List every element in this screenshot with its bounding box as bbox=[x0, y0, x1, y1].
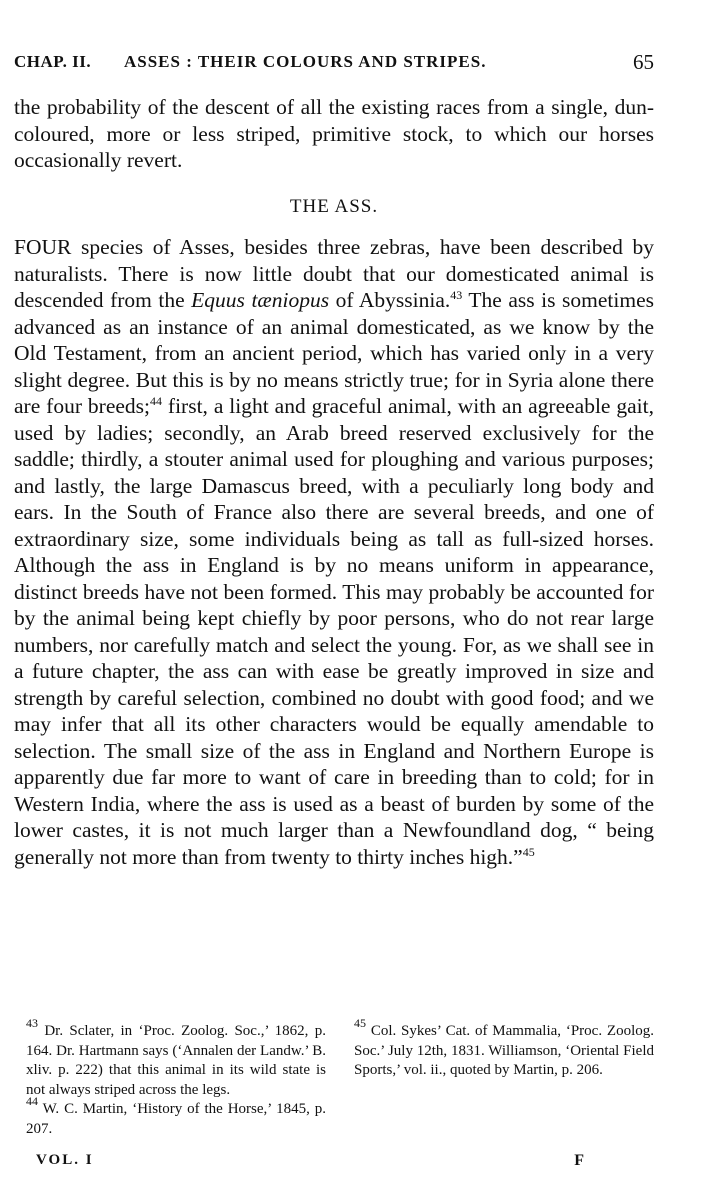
book-page bbox=[14, 44, 654, 1184]
main-text bbox=[14, 94, 654, 870]
footnote-44 bbox=[26, 1094, 326, 1139]
signature-mark: F bbox=[574, 1152, 586, 1169]
footnote-45 bbox=[354, 1016, 654, 1081]
page-number: 65 bbox=[633, 50, 654, 74]
intro-paragraph: the probability of the descent of all the existing races from a single, dun-coloured, more or less striped, primitive stock, to which our horses occasionally revert. bbox=[14, 95, 654, 172]
footnote-45-number: 45 bbox=[354, 1016, 366, 1030]
footnote-ref-45[interactable]: 45 bbox=[522, 844, 535, 859]
footnote-44-number: 44 bbox=[26, 1094, 38, 1108]
asses-paragraph bbox=[14, 234, 654, 870]
paragraph-text-3: The ass is sometimes advanced as an instance of an animal domesticated, as we know by the Old Testament, from an ancient period, which has varied only in a very slight degree. But this is by no means strictly true; for in Syria alone there are four breeds; bbox=[14, 288, 654, 418]
running-title: ASSES : THEIR COLOURS AND STRIPES. bbox=[124, 52, 487, 71]
footnote-ref-44[interactable]: 44 bbox=[150, 394, 162, 408]
paragraph-lead-word: FOUR bbox=[14, 235, 72, 259]
footnote-column-right bbox=[354, 1016, 654, 1139]
paragraph-text-2: of Abyssinia. bbox=[329, 288, 451, 312]
footnote-ref-43[interactable]: 43 bbox=[450, 288, 463, 302]
chapter-label: CHAP. II. bbox=[14, 52, 92, 71]
species-name: Equus tæniopus bbox=[191, 288, 330, 312]
footnote-44-text: W. C. Martin, ‘History of the Horse,’ 1845, p. 207. bbox=[26, 1101, 326, 1137]
paragraph-text-1: species of Asses, besides three zebras, have been described by naturalists. There is now little doubt that our domesticated animal is descended from the bbox=[14, 235, 654, 312]
page-footer bbox=[36, 1152, 654, 1169]
section-title-rest: HE ASS. bbox=[302, 195, 379, 217]
footnote-45-text: Col. Sykes’ Cat. of Mammalia, ‘Proc. Zoolog. Soc.’ July 12th, 1831. Williamson, ‘Oriental Field Sports,’ vol. ii., quoted by Martin, p. 206. bbox=[354, 1023, 654, 1078]
footnote-43 bbox=[26, 1016, 326, 1100]
footnote-43-number: 43 bbox=[26, 1016, 38, 1030]
volume-label: VOL. I bbox=[36, 1152, 94, 1168]
footnotes bbox=[26, 1016, 654, 1139]
footnote-column-left bbox=[26, 1016, 326, 1139]
footnote-43-text: Dr. Sclater, in ‘Proc. Zoolog. Soc.,’ 1862, p. 164. Dr. Hartmann says (‘Annalen der Landw.’ B. xliv. p. 222) that this animal in its wild state is not always striped across the legs. bbox=[26, 1023, 326, 1098]
section-title-initial: T bbox=[289, 195, 303, 217]
running-header bbox=[14, 52, 654, 82]
paragraph-text-4: first, a light and graceful animal, with an agreeable gait, used by ladies; secondly, an Arab breed reserved exclusively for the saddle; thirdly, a stouter animal used for ploughing and various purposes; and lastly, the large Damascus breed, with a peculiarly long body and ears. In the South of France also there are several breeds, and one of extraordinary size, some individuals being as tall as full-sized horses. Although the ass in England is by no means uniform in appearance, distinct breeds have not been formed. This may probably be accounted for by the animal being kept chiefly by poor persons, who do not rear large numbers, nor carefully match and select the young. For, as we shall see in a future chapter, the ass can with ease be greatly improved in size and strength by careful selection, combined no doubt with good food; and we may infer that all its other characters would be equally amendable to selection. The small size of the ass in England and Northern Europe is apparently due far more to want of care in breeding than to cold; for in Western India, where the ass is used as a beast of burden by some of the lower castes, it is not much larger than a Newfoundland dog, “ being generally not more than from twenty to thirty inches high.” bbox=[14, 394, 654, 869]
section-title bbox=[14, 194, 654, 221]
